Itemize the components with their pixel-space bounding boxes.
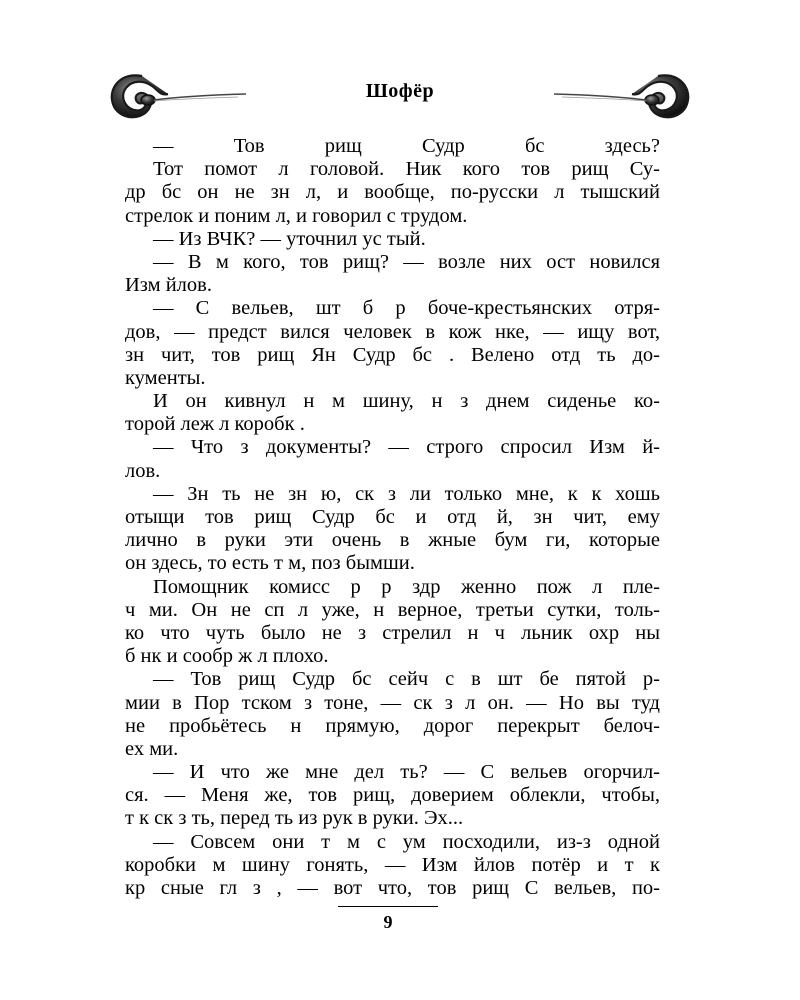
- text-line: мии в Пор тском з тоне, — ск з л он. — Но вы туд: [125, 691, 660, 714]
- text-line: — С вельев, шт б р боче-крестьянских отря-: [153, 297, 660, 320]
- text-line: стрелок и поним л, и говорил с трудом.: [125, 204, 468, 227]
- page-header: [0, 0, 800, 130]
- flourish-right-icon: [552, 70, 692, 124]
- text-line: др бс он не зн л, и вообще, по-русски л тышский: [125, 181, 660, 204]
- page-number: 9: [383, 912, 393, 932]
- text-line: — Зн ть не зн ю, ск з ли только мне, к к хошь: [153, 482, 660, 505]
- text-line: т к ск з ть, перед ть из рук в руки. Эх...: [125, 807, 464, 830]
- text-line: б нк и сообр ж л плохо.: [125, 645, 329, 668]
- text-line: кументы.: [125, 366, 206, 389]
- text-line: он здесь, то есть т м, поз бымши.: [125, 552, 415, 575]
- text-line: зн чит, тов рищ Ян Судр бс . Велено отд ть до-: [125, 343, 660, 366]
- text-line: ех ми.: [125, 737, 179, 760]
- text-line: — Тов рищ Судр бс сейч с в шт бе пятой р-: [153, 668, 660, 691]
- text-line: ко что чуть было не з стрелил н ч льник охр ны: [125, 621, 660, 644]
- text-line: отыщи тов рищ Судр бс и отд й, зн чит, ему: [125, 506, 660, 528]
- running-title: Шофёр: [365, 80, 435, 102]
- footer-rule: [338, 906, 438, 907]
- text-line: не пробьётесь н прямую, дорог перекрыт белоч-: [125, 714, 660, 737]
- text-line: лично в руки эти очень в жные бум ги, которые: [125, 529, 660, 552]
- text-line: — В м кого, тов рищ? — возле них ост новился: [153, 250, 660, 273]
- text-line: — И что же мне дел ть? — С вельев огорчил-: [153, 761, 660, 784]
- text-line: дов, — предст вился человек в кож нке, — ищу вот,: [125, 320, 660, 343]
- text-line: кр сные гл з , — вот что, тов рищ С вельев, по-: [125, 877, 660, 899]
- text-line: Тот помот л головой. Ник кого тов рищ Су-: [153, 158, 660, 181]
- text-line: — Что з документы? — строго спросил Изм й-: [153, 436, 660, 459]
- text-line: коробки м шину гонять, — Изм йлов потёр и т к: [125, 853, 660, 876]
- text-line: — Совсем они т м с ум посходили, из-з одной: [153, 830, 660, 853]
- text-line: И он кивнул н м шину, н з днем сиденье ко-: [153, 390, 660, 413]
- text-line: Помощник комисс р р здр женно пож л пле-: [153, 575, 660, 598]
- text-line: — Тов рищ Судр бс здесь?: [153, 135, 660, 157]
- text-line: торой леж л коробк .: [125, 413, 305, 436]
- text-line: Изм йлов.: [125, 274, 212, 297]
- body-text: [125, 135, 660, 900]
- text-line: лов.: [125, 459, 161, 482]
- text-line: ч ми. Он не сп л уже, н верное, третьи сутки, толь-: [125, 598, 660, 621]
- text-line: — Из ВЧК? — уточнил ус тый.: [153, 227, 426, 250]
- text-line: ся. — Меня же, тов рищ, доверием облекли, чтобы,: [125, 784, 660, 807]
